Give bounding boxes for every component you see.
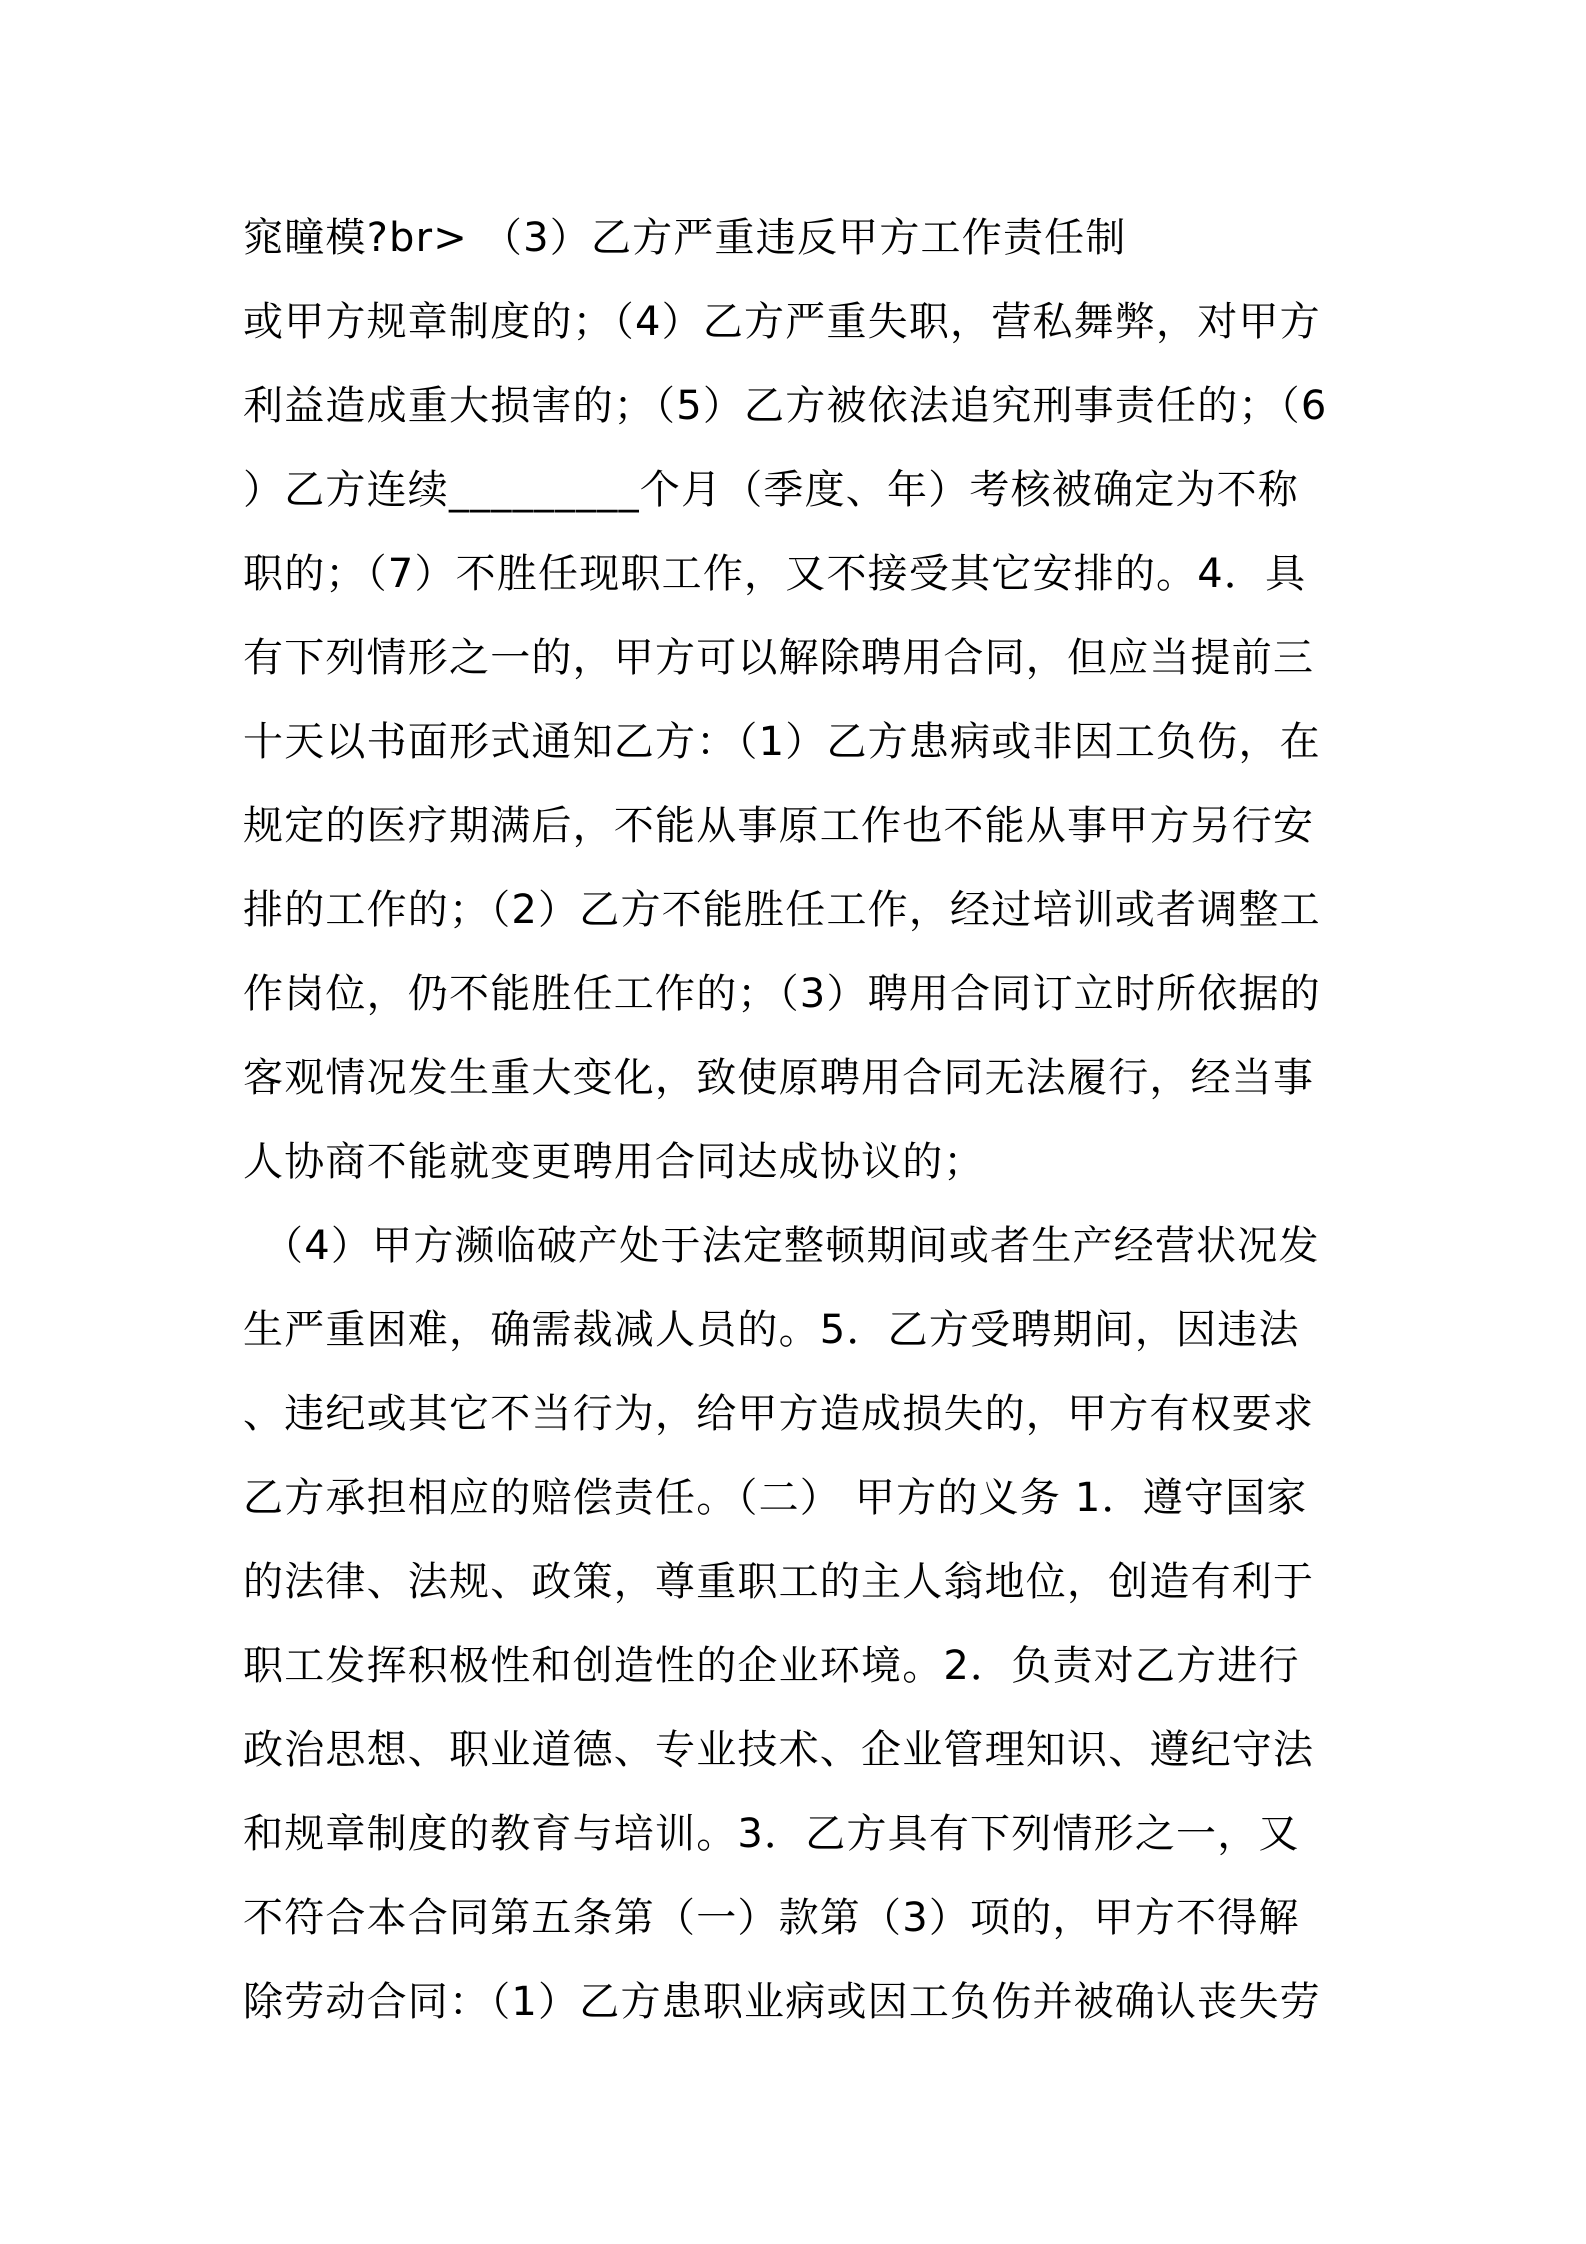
text-line: 和规章制度的教育与培训。3．乙方具有下列情形之一，又	[243, 1811, 1300, 1857]
text-line: 排的工作的；（2）乙方不能胜任工作，经过培训或者调整工	[243, 887, 1321, 933]
text-line: 生严重困难，确需裁减人员的。5．乙方受聘期间，因违法	[243, 1307, 1300, 1353]
text-line: 人协商不能就变更聘用合同达成协议的；	[243, 1139, 985, 1185]
text-line: 的法律、法规、政策，尊重职工的主人翁地位，创造有利于	[243, 1559, 1315, 1605]
text-line: 、违纪或其它不当行为，给甲方造成损失的，甲方有权要求	[243, 1391, 1315, 1437]
text-line: 利益造成重大损害的；（5）乙方被依法追究刑事责任的；（6	[243, 383, 1328, 429]
text-line: 不符合本合同第五条第（一）款第（3）项的，甲方不得解	[243, 1895, 1300, 1941]
text-line: 除劳动合同：（1）乙方患职业病或因工负伤并被确认丧失劳	[243, 1979, 1321, 2025]
text-line: 作岗位，仍不能胜任工作的；（3）聘用合同订立时所依据的	[243, 971, 1321, 1017]
text-line: 窕瞳模?br> （3）乙方严重违反甲方工作责任制	[243, 215, 1127, 261]
body-text	[243, 196, 1353, 2044]
text-line: 或甲方规章制度的；（4）乙方严重失职，营私舞弊，对甲方	[243, 299, 1321, 345]
text-line: 规定的医疗期满后，不能从事原工作也不能从事甲方另行安	[243, 803, 1315, 849]
text-line: 客观情况发生重大变化，致使原聘用合同无法履行，经当事	[243, 1055, 1315, 1101]
text-line: ）乙方连续_________个月（季度、年）考核被确定为不称	[243, 467, 1299, 513]
text-line: 职的；（7）不胜任现职工作，又不接受其它安排的。4．具	[243, 551, 1307, 597]
text-line: 政治思想、职业道德、专业技术、企业管理知识、遵纪守法	[243, 1727, 1315, 1773]
text-line: （4）甲方濒临破产处于法定整顿期间或者生产经营状况发	[263, 1223, 1320, 1269]
text-line: 十天以书面形式通知乙方：（1）乙方患病或非因工负伤，在	[243, 719, 1321, 765]
text-line: 乙方承担相应的赔偿责任。（二） 甲方的义务 1．遵守国家	[243, 1475, 1308, 1521]
text-line: 有下列情形之一的，甲方可以解除聘用合同，但应当提前三	[243, 635, 1315, 681]
text-line: 职工发挥积极性和创造性的企业环境。2．负责对乙方进行	[243, 1643, 1300, 1689]
